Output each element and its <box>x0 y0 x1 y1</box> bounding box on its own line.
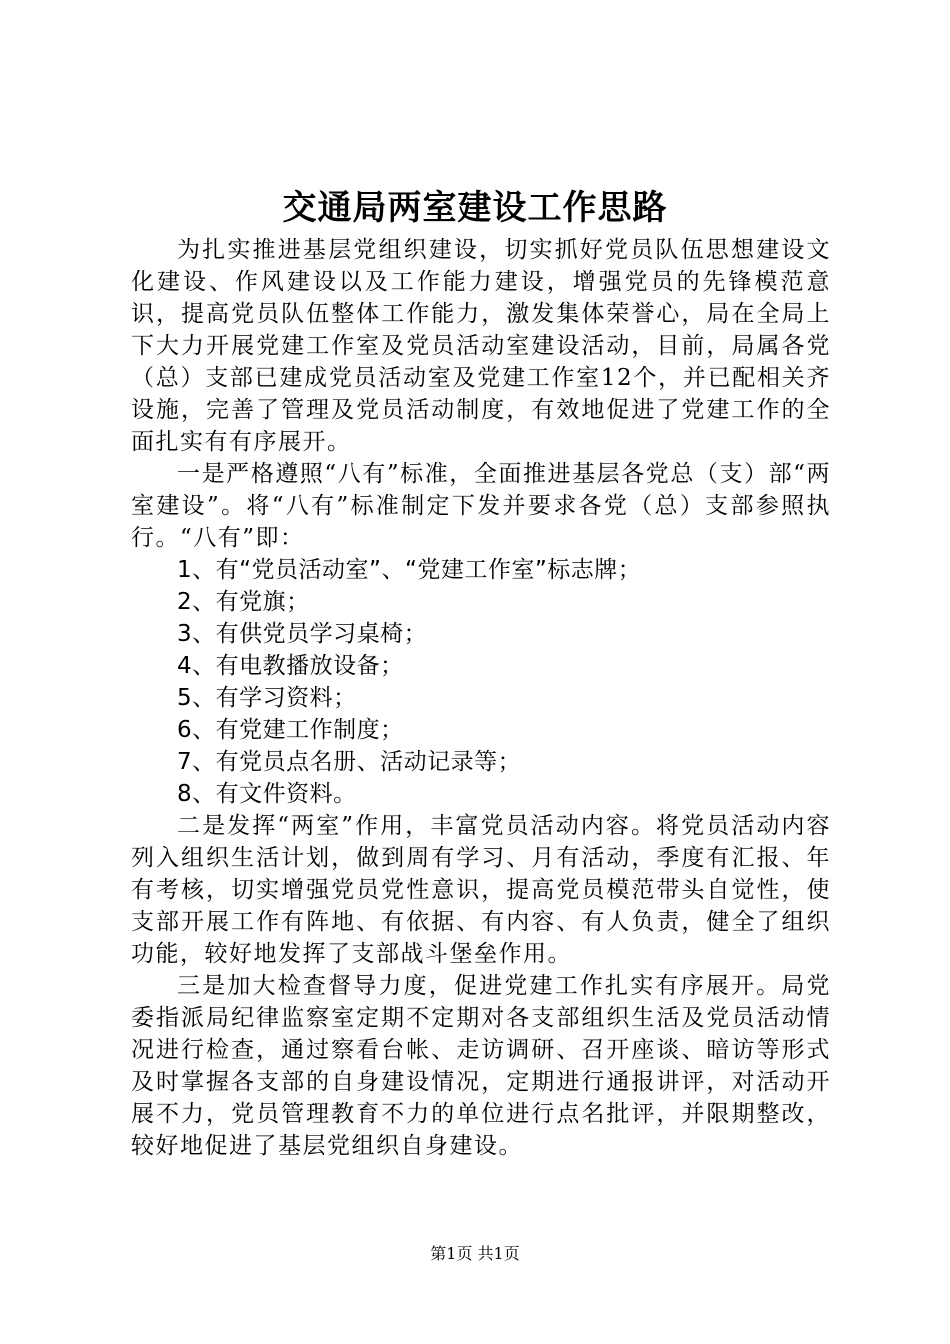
page-footer: 第1页 共1页 <box>430 1244 520 1263</box>
list-item: 8、有文件资料。 <box>177 781 357 807</box>
paragraph-intro: 为扎实推进基层党组织建设，切实抓好党员队伍思想建设文化建设、作风建设以及工作能力建设，增强党员的先锋模范意识，提高党员队伍整体工作能力，激发集体荣誉心，局在全局上下大力开展党建工作室及党员活动室建设活动，目前，局属各党（总）支部已建成党员活动室及党建工作室12个，并已配相关齐设施，完善了管理及党员活动制度，有效地促进了党建工作的全面扎实有有序展开。 <box>131 237 831 455</box>
paragraph-point-two: 二是发挥“两室”作用，丰富党员活动内容。将党员活动内容列入组织生活计划，做到周有学习、月有活动，季度有汇报、年有考核，切实增强党员党性意识，提高党员模范带头自觉性，使支部开展工作有阵地、有依据、有内容、有人负责，健全了组织功能，较好地发挥了支部战斗堡垒作用。 <box>131 813 831 967</box>
document-body <box>131 234 831 1162</box>
list-item: 2、有党旗； <box>177 589 310 615</box>
list-item: 4、有电教播放设备； <box>177 653 404 679</box>
list-item: 5、有学习资料； <box>177 685 357 711</box>
list-item: 3、有供党员学习桌椅； <box>177 621 428 647</box>
list-item: 7、有党员点名册、活动记录等； <box>177 749 522 775</box>
paragraph-point-three: 三是加大检查督导力度，促进党建工作扎实有序展开。局党委指派局纪律监察室定期不定期对各支部组织生活及党员活动情况进行检查，通过察看台帐、走访调研、召开座谈、暗访等形式及时掌握各支部的自身建设情况，定期进行通报讲评，对活动开展不力，党员管理教育不力的单位进行点名批评，并限期整改，较好地促进了基层党组织自身建设。 <box>131 973 831 1159</box>
eight-standards-list <box>131 554 831 810</box>
document-title: 交通局两室建设工作思路 <box>282 188 668 228</box>
list-item: 6、有党建工作制度； <box>177 717 404 743</box>
paragraph-point-one: 一是严格遵照“八有”标准，全面推进基层各党总（支）部“两室建设”。将“八有”标准制定下发并要求各党（总）支部参照执行。“八有”即： <box>131 461 831 551</box>
list-item: 1、有“党员活动室”、“党建工作室”标志牌； <box>177 557 642 583</box>
